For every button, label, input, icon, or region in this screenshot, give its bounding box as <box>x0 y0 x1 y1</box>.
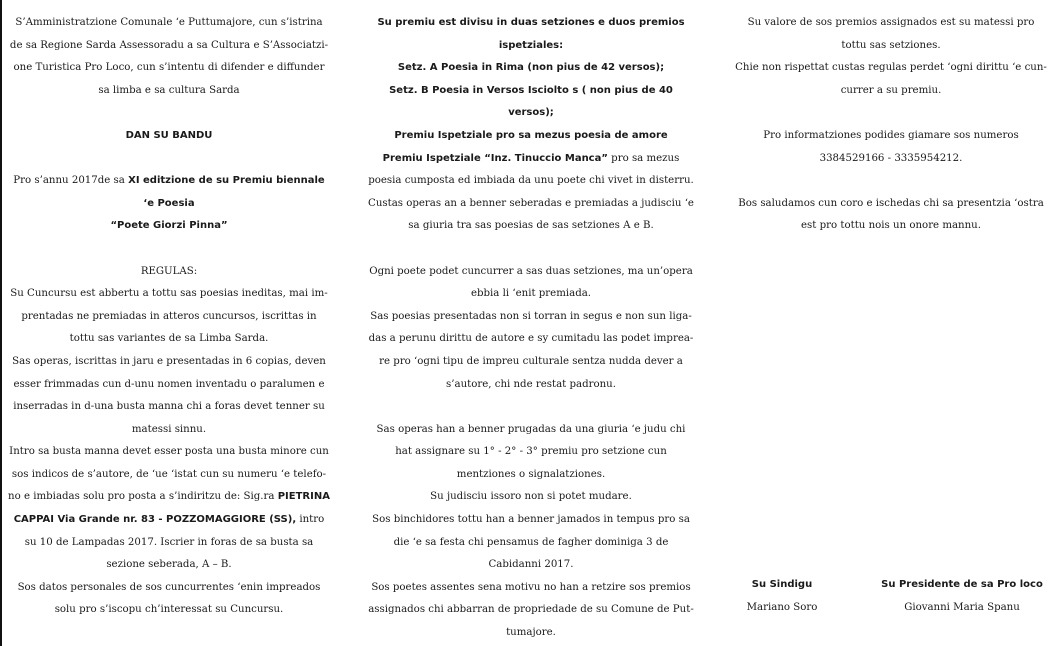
greetings-paragraph: Bos saludamos cun coro e ischedas chi sa presentzia ‘ostra est pro tottu nois un onore mannu. <box>738 197 1044 232</box>
rule-open-contest: Su Cuncursu est abbertu a tottu sas poesias ineditas, mai im-prentadas ne premiadas in atteros cuncursos, iscrittas in tottu sas variantes de sa Limba Sarda. <box>10 288 328 345</box>
column-right <box>734 12 1048 238</box>
left-edge-border <box>0 0 2 646</box>
absentees-paragraph: Sos poetes assentes sena motivu no han a retzire sos premios assignados chi abbarran de propriedade de su Comune de Put-tumajore. <box>368 581 694 639</box>
column-left <box>8 12 330 622</box>
section-b: Setz. B Poesia in Versos Isciolto s ( non pius de 40 versos); <box>389 84 673 119</box>
sections-heading: Su premiu est divisu in duas setziones e duos premios ispetziales: <box>377 17 685 51</box>
proloco-signature <box>876 574 1048 619</box>
rule-copies: Sas operas, iscrittas in jaru e presentadas in 6 copias, deven esser frimmadas cun d-unu nomen inventadu o paralumen e inserradas in d-una busta manna chi a foras devet tenner su matessi sinnu. <box>12 355 326 435</box>
rule-envelope <box>8 441 330 577</box>
proloco-title: Su Presidente de sa Pro loco <box>881 579 1043 590</box>
selection-paragraph: Custas operas an a benner seberadas e premiadas a judisciu ‘e sa giuria tra sas poesias de sas setziones A e B. <box>368 197 694 232</box>
rights-paragraph: Sas poesias presentadas non si torran in segus e non sun liga-das a perunu dirittu de autore e sy cumitadu las podet imprea-re pro ‘ogni tipu de impreu culturale sentza nudda dever a s’autore, chi nde restat padronu. <box>368 310 694 390</box>
edition-prefix: Pro s’annu 2017de sa <box>13 175 129 187</box>
rule-envelope-address: PIETRINA CAPPAI Via Grande nr. 83 - POZZOMAGGIORE (SS), <box>13 491 330 526</box>
edition-bold: XI editzione de su Premiu biennale ‘e Poesia <box>128 175 325 209</box>
rule-envelope-deadline: intro su 10 de Lampadas 2017. Iscrier in foras de sa busta sa sezione seberada, A – B. <box>24 514 325 571</box>
special-prize-emigrant-title: Premiu Ispetziale “Inz. Tinuccio Manca” <box>382 152 608 164</box>
prize-value-paragraph: Su valore de sos premios assignados est su matessi pro tottu sas setziones. <box>747 17 1035 51</box>
contact-paragraph: Pro informatziones podides giamare sos numeros 3384529166 - 3335954212. <box>763 129 1019 164</box>
proloco-name: Giovanni Maria Spanu <box>904 601 1020 613</box>
announcement-heading: DAN SU BANDU <box>125 129 213 141</box>
rule-privacy: Sos datos personales de sos cuncurrentes ‘enin impreados solu pro s’iscopu ch’interessat su Cuncursu. <box>17 581 321 616</box>
mayor-title: Su Sindigu <box>751 579 813 590</box>
prize-title: “Poete Giorzi Pinna” <box>110 220 228 232</box>
jury-paragraph: Sas operas han a benner prugadas da una giuria ‘e judu chi hat assignare su 1° - 2° - 3° premiu pro setzione cun mentziones o signalatziones. <box>376 423 686 480</box>
mayor-name: Mariano Soro <box>746 601 818 613</box>
special-prize-emigrant-text: pro sa mezus poesia cumposta ed imbiada da unu poete chi vivet in disterru. <box>368 152 694 187</box>
rules-compliance-paragraph: Chie non rispettat custas regulas perdet ‘ogni dirittu ‘e cun-currer a su premiu. <box>735 62 1047 96</box>
participation-paragraph: Ogni poete podet cuncurrer a sas duas setziones, ma un’opera ebbia li ‘enit premiada. <box>369 265 693 300</box>
judgement-paragraph: Su judisciu issoro non si potet mudare. <box>430 491 632 503</box>
winners-paragraph: Sos binchidores tottu han a benner jamados in tempus pro sa die ‘e sa festa chi pensamus de fagher dominiga 3 de Cabidanni 2017. <box>372 514 690 571</box>
column-middle <box>368 12 694 645</box>
section-a: Setz. A Poesia in Rima (non pius de 42 versos); <box>397 62 665 74</box>
mayor-signature <box>738 574 826 619</box>
special-prize-love: Premiu Ispetziale pro sa mezus poesia de amore <box>394 129 668 141</box>
intro-paragraph: S’Amministratzione Comunale ‘e Puttumajore, cun s’istrina de sa Regione Sarda Assessoradu a sa Cultura e S’Associatzi-one Turistica Pro Loco, cun s’intentu di difender e diffunder sa limba e sa cultura Sarda <box>9 17 329 96</box>
special-prize-emigrant <box>368 148 694 193</box>
rule-envelope-text: Intro sa busta manna devet esser posta una busta minore cun sos indicos de s’autore, de ‘ue ‘istat cun su numeru ‘e telefo-no e imbiadas solu pro posta a s’indiritzu de: Sig.ra <box>8 446 329 503</box>
edition-paragraph <box>8 170 330 215</box>
rules-heading: REGULAS: <box>140 265 198 277</box>
